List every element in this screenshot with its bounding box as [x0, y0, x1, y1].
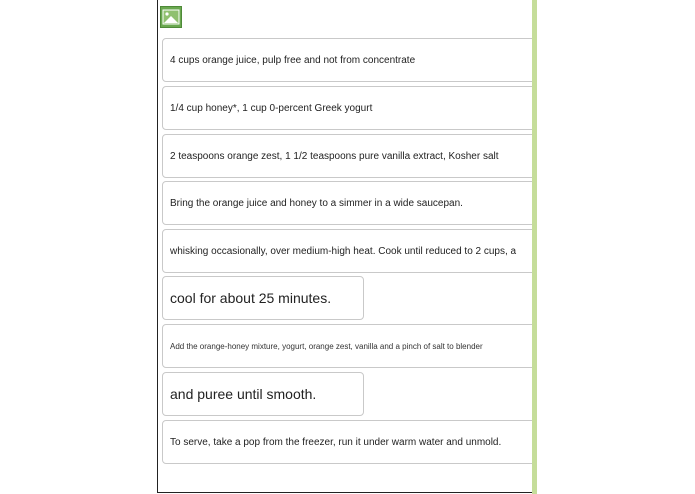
step-card-1[interactable]	[162, 38, 533, 82]
side-strip	[532, 0, 537, 494]
step-text: whisking occasionally, over medium-high heat. Cook until reduced to 2 cups, a	[170, 245, 517, 257]
recipe-panel	[157, 0, 533, 493]
step-card-8[interactable]	[162, 372, 364, 416]
step-text: To serve, take a pop from the freezer, run it under warm water and unmold.	[170, 436, 502, 448]
step-text: Add the orange-honey mixture, yogurt, orange zest, vanilla and a pinch of salt to blender	[170, 341, 483, 351]
step-text: and puree until smooth.	[170, 386, 317, 402]
step-text: 2 teaspoons orange zest, 1 1/2 teaspoons pure vanilla extract, Kosher salt	[170, 150, 499, 162]
step-card-5[interactable]	[162, 229, 533, 273]
step-text: cool for about 25 minutes.	[170, 290, 332, 306]
step-card-4[interactable]	[162, 181, 533, 225]
step-text: Bring the orange juice and honey to a simmer in a wide saucepan.	[170, 197, 463, 209]
image-icon[interactable]	[160, 6, 182, 28]
step-text: 1/4 cup honey*, 1 cup 0-percent Greek yogurt	[170, 102, 373, 114]
step-card-6[interactable]	[162, 276, 364, 320]
step-text: 4 cups orange juice, pulp free and not from concentrate	[170, 54, 416, 66]
step-card-2[interactable]	[162, 86, 533, 130]
step-card-9[interactable]	[162, 420, 533, 464]
step-card-7[interactable]	[162, 324, 533, 368]
step-card-3[interactable]	[162, 134, 533, 178]
